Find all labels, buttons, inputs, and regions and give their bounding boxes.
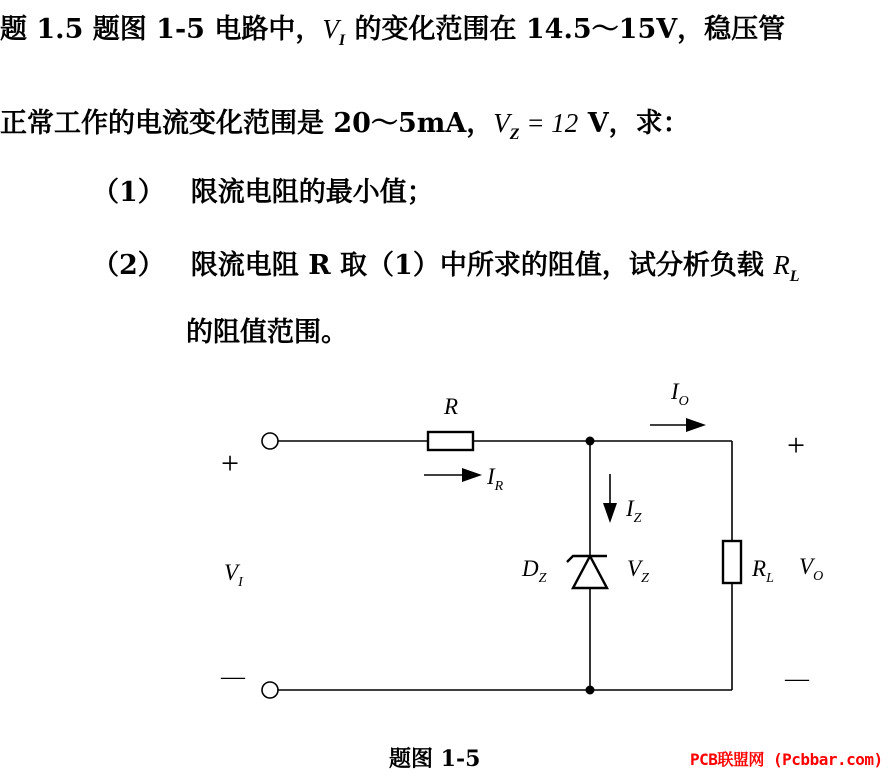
question-text: 限流电阻 R 取（1）中所求的阻值，试分析负载 <box>190 250 774 281</box>
vi-symbol: V <box>322 14 339 44</box>
zener-diode-icon <box>567 556 607 588</box>
problem-label: 题 1.5 <box>0 14 84 45</box>
minus-sign-right: — <box>785 666 809 692</box>
minus-sign-left: — <box>221 664 245 690</box>
arrow-ir-icon <box>424 468 482 482</box>
equals-sign: = <box>519 108 552 138</box>
label-vo: $V_O$ <box>799 554 824 584</box>
vi-subscript: I <box>338 32 346 49</box>
rl-symbol: R <box>773 250 790 280</box>
input-terminal-top <box>262 433 278 449</box>
watermark: PCB联盟网 (Pcbbar.com) <box>690 750 883 769</box>
label-r: R <box>444 394 459 419</box>
label-io: $I_O$ <box>671 379 689 409</box>
label-vi: $V_I$ <box>224 560 243 590</box>
question-number: （1） <box>92 177 165 208</box>
label-iz: $I_Z$ <box>626 496 642 526</box>
label-ir: $I_R$ <box>487 464 504 494</box>
problem-text: 的变化范围在 14.5～15V，稳压管 <box>345 14 786 45</box>
arrow-iz-icon <box>603 474 617 523</box>
resistor-rl <box>723 541 741 583</box>
resistor-r <box>428 432 473 450</box>
vz-symbol: V <box>493 108 510 138</box>
arrow-io-icon <box>650 418 706 432</box>
plus-sign-right: + <box>787 427 806 463</box>
label-vz: $V_Z$ <box>627 556 649 586</box>
rl-subscript: L <box>789 268 800 285</box>
junction-top <box>586 437 595 446</box>
question-text: 限流电阻的最小值； <box>190 177 434 208</box>
input-terminal-bottom <box>262 682 278 698</box>
figure-caption: 题图 1-5 <box>389 746 481 772</box>
question-text: 的阻值范围。 <box>186 317 348 348</box>
label-dz: $D_Z$ <box>522 556 547 586</box>
problem-text: 题图 1-5 电路中， <box>83 14 323 45</box>
question-number: （2） <box>92 250 165 281</box>
problem-text: V，求： <box>578 108 690 139</box>
vz-value: 12 <box>551 108 579 138</box>
problem-text: 正常工作的电流变化范围是 20～5mA， <box>0 108 494 139</box>
plus-sign-left: + <box>221 445 240 481</box>
vz-subscript: Z <box>509 126 520 143</box>
label-rl: $R_L$ <box>752 556 774 586</box>
junction-bottom <box>586 686 595 695</box>
